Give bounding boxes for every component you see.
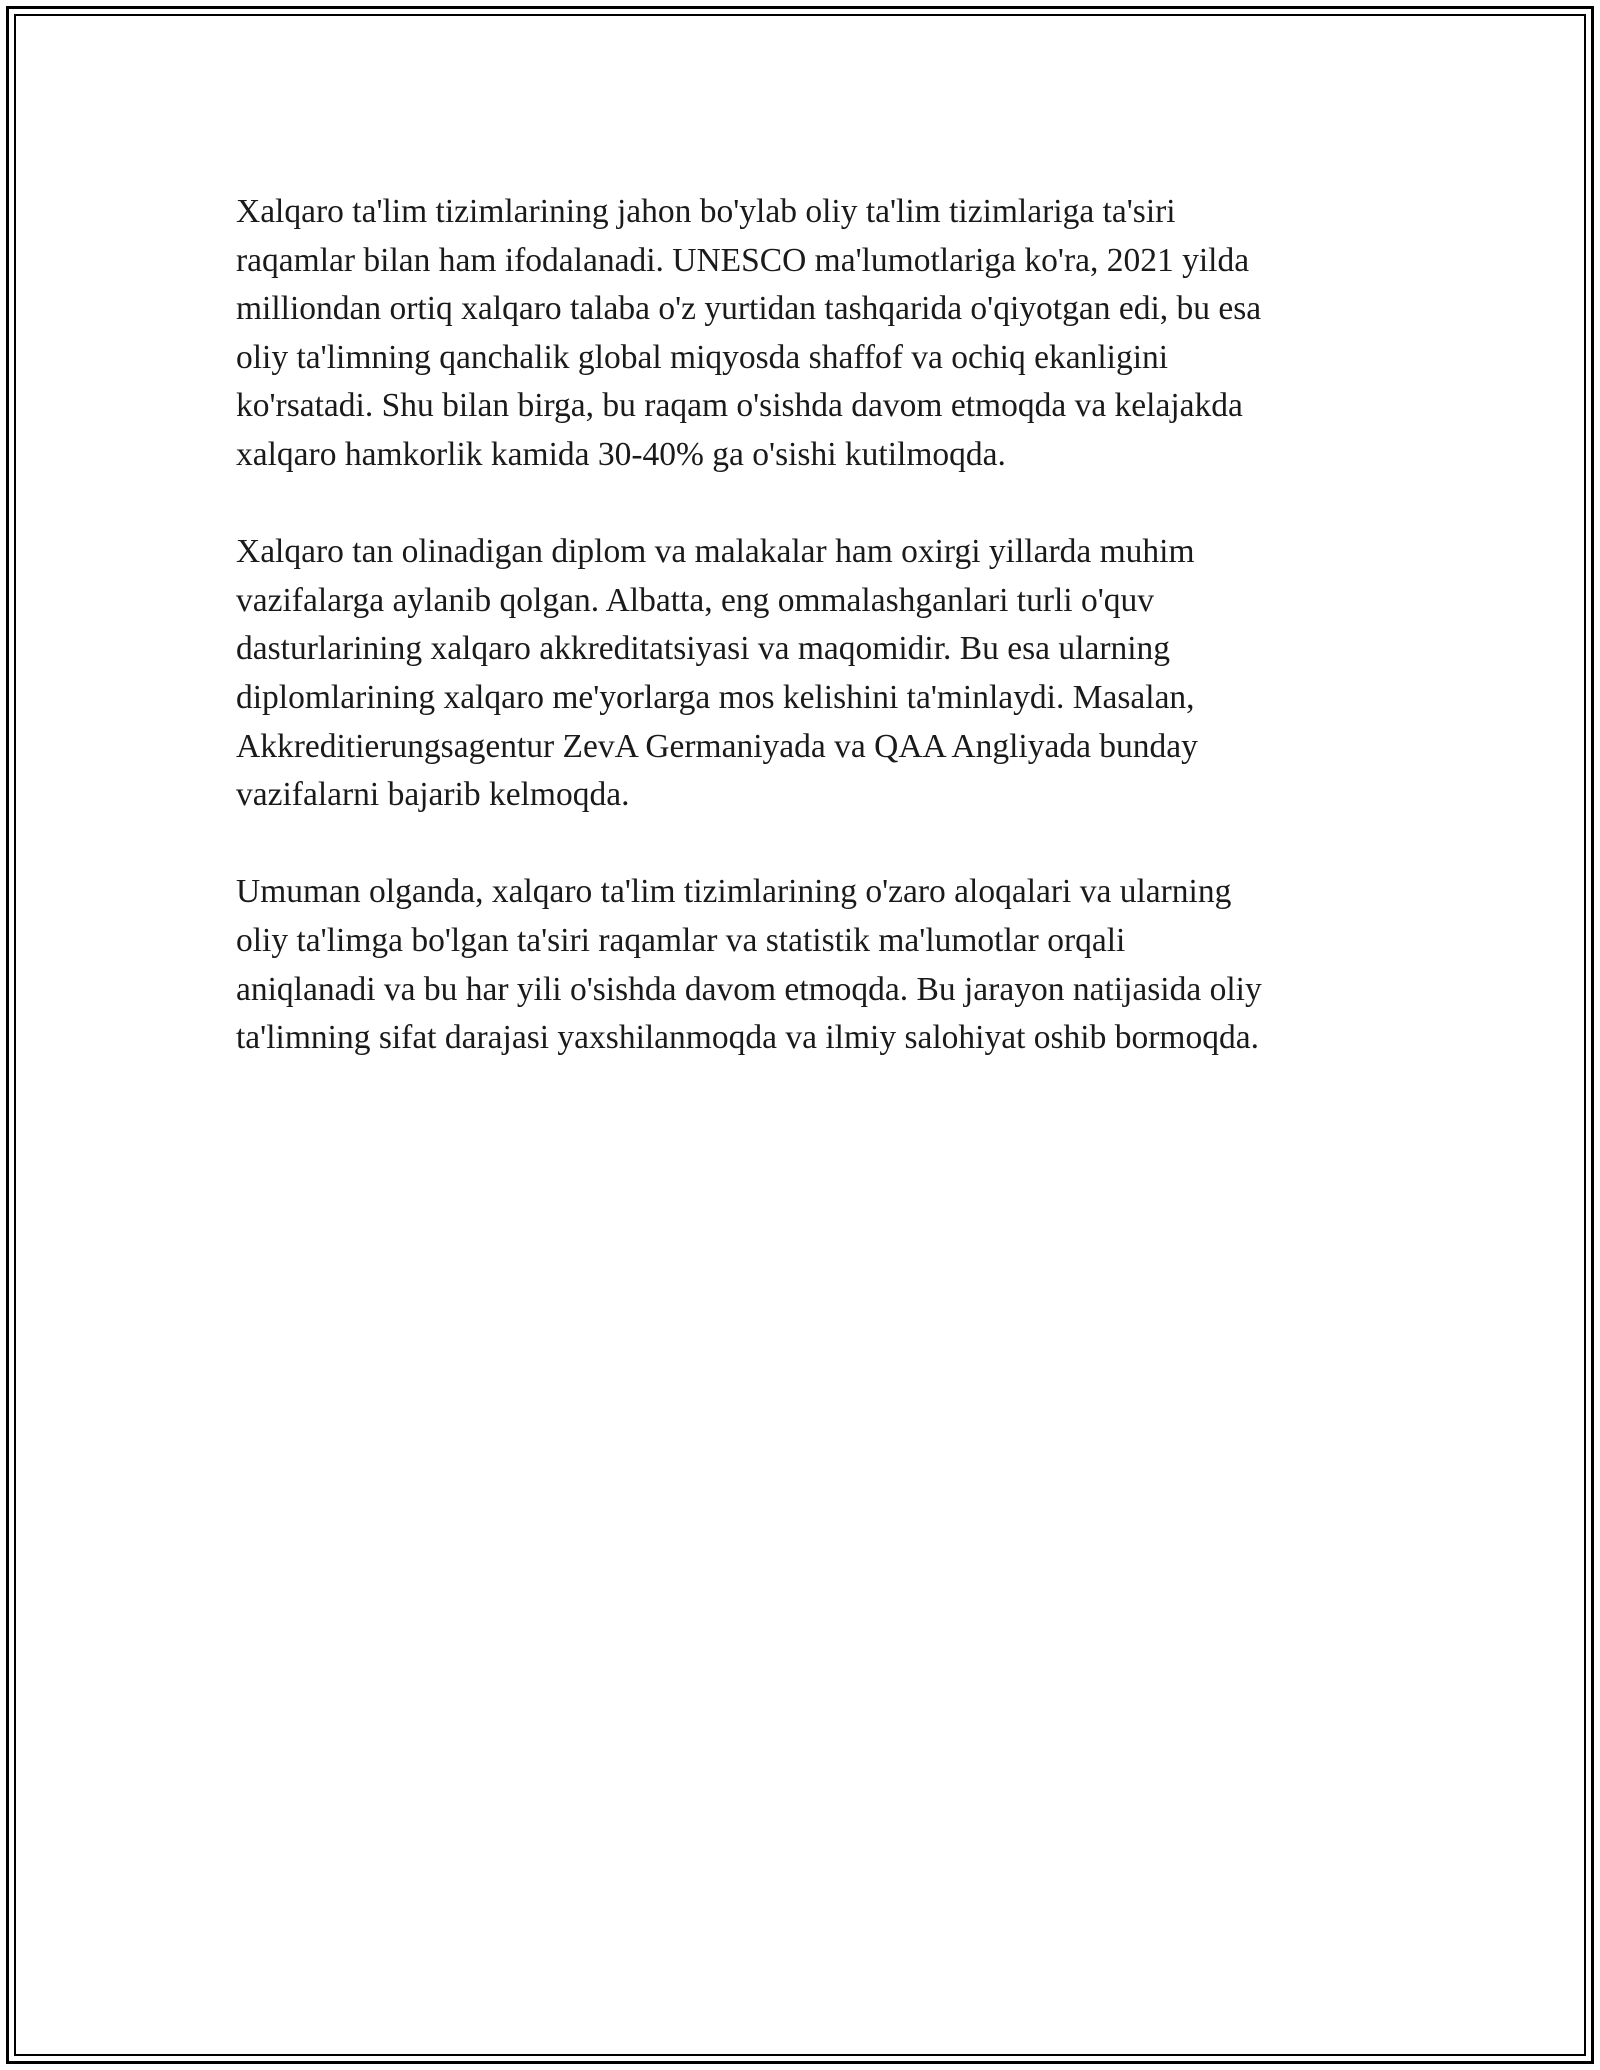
document-body <box>236 188 1376 1111</box>
text-line: ko'rsatadi. Shu bilan birga, bu raqam o'sishda davom etmoqda va kelajakda <box>236 387 1243 425</box>
text-line: raqamlar bilan ham ifodalanadi. UNESCO ma'lumotlariga ko'ra, 2021 yilda <box>236 241 1250 279</box>
text-line: oliy ta'limning qanchalik global miqyosda shaffof va ochiq ekanligini <box>236 338 1169 376</box>
text-line: aniqlanadi va bu har yili o'sishda davom etmoqda. Bu jarayon natijasida oliy <box>236 970 1262 1008</box>
paragraph-1 <box>236 188 1376 480</box>
text-line: ta'limning sifat darajasi yaxshilanmoqda va ilmiy salohiyat oshib bormoqda. <box>236 1019 1259 1057</box>
paragraph-2 <box>236 528 1376 820</box>
text-line: dasturlarining xalqaro akkreditatsiyasi va maqomidir. Bu esa ularning <box>236 630 1171 668</box>
text-line: Xalqaro ta'lim tizimlarining jahon bo'ylab oliy ta'lim tizimlariga ta'siri <box>236 193 1176 230</box>
text-line: Akkreditierungsagentur ZevA Germaniyada va QAA Angliyada bunday <box>236 727 1198 765</box>
paragraph-3 <box>236 868 1376 1062</box>
text-line: Umuman olganda, xalqaro ta'lim tizimlarining o'zaro aloqalari va ularning <box>236 873 1232 911</box>
text-line: vazifalarni bajarib kelmoqda. <box>236 776 630 814</box>
text-line: vazifalarga aylanib qolgan. Albatta, eng ommalashganlari turli o'quv <box>236 581 1155 619</box>
text-line: xalqaro hamkorlik kamida 30-40% ga o'sishi kutilmoqda. <box>236 435 1006 473</box>
text-line: oliy ta'limga bo'lgan ta'siri raqamlar va statistik ma'lumotlar orqali <box>236 921 1126 959</box>
text-line: Xalqaro tan olinadigan diplom va malakalar ham oxirgi yillarda muhim <box>236 533 1195 571</box>
text-line: milliondan ortiq xalqaro talaba o'z yurtidan tashqarida o'qiyotgan edi, bu esa <box>236 290 1262 328</box>
text-line: diplomlarining xalqaro me'yorlarga mos kelishini ta'minlaydi. Masalan, <box>236 678 1195 716</box>
